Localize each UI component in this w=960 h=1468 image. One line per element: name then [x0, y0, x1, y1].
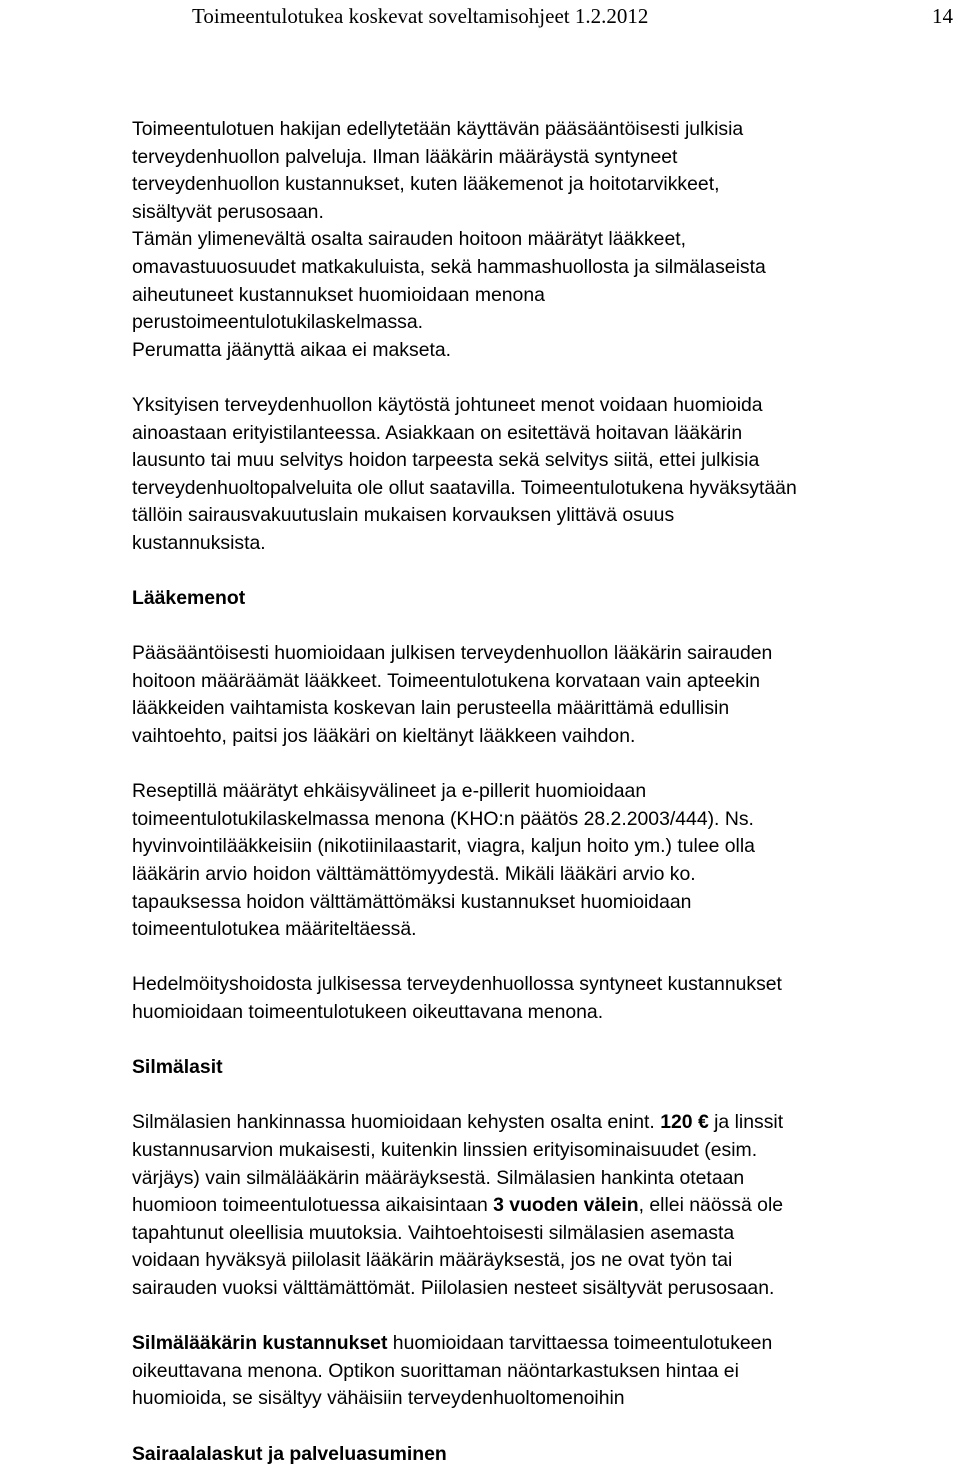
- text-line: vaihtoehto, paitsi jos lääkäri on kieltänyt lääkkeen vaihdon.: [132, 723, 932, 751]
- silmalasit-paragraph-1: [132, 1109, 932, 1302]
- text-line: aiheutuneet kustannukset huomioidaan menona: [132, 282, 932, 310]
- text-line: Pääsääntöisesti huomioidaan julkisen terveydenhuollon lääkärin sairauden: [132, 640, 932, 668]
- text-line: tällöin sairausvakuutuslain mukaisen korvauksen ylittävä osuus: [132, 502, 932, 530]
- text-line: toimeentulotukea määriteltäessä.: [132, 916, 932, 944]
- text-run: Silmälasien hankinnassa huomioidaan kehysten osalta enint.: [132, 1111, 660, 1133]
- laakemenot-paragraph-1: [132, 640, 932, 750]
- text-line: Hedelmöityshoidosta julkisessa terveydenhuollossa syntyneet kustannukset: [132, 971, 932, 999]
- text-run: ja linssit: [709, 1111, 783, 1133]
- text-line: omavastuuosuudet matkakuluista, sekä hammashuollosta ja silmälaseista: [132, 254, 932, 282]
- text-run: huomioidaan tarvittaessa toimeentulotukeen: [387, 1332, 772, 1354]
- text-line: lausunto tai muu selvitys hoidon tarpeesta sekä selvitys siitä, ettei julkisia: [132, 447, 932, 475]
- text-line: terveydenhuollon palveluja. Ilman lääkärin määräystä syntyneet: [132, 144, 932, 172]
- text-run: huomioon toimeentulotuessa aikaisintaan: [132, 1194, 493, 1216]
- page-number: 14: [932, 2, 953, 30]
- text-line: toimeentulotukilaskelmassa menona (KHO:n päätös 28.2.2003/444). Ns.: [132, 806, 932, 834]
- text-line: [132, 1330, 932, 1358]
- text-line: värjäys) vain silmälääkärin määräyksestä. Silmälasien hankinta otetaan: [132, 1165, 932, 1193]
- frame-amount: 120: [660, 1111, 692, 1133]
- text-run: , ellei näössä ole: [639, 1194, 783, 1216]
- silmalasit-paragraph-2: [132, 1330, 932, 1413]
- text-line: Perumatta jäänyttä aikaa ei makseta.: [132, 337, 932, 365]
- text-line: voidaan hyväksyä piilolasit lääkärin määräyksestä, jos ne ovat työn tai: [132, 1247, 932, 1275]
- section-heading-silmalasit: Silmälasit: [132, 1054, 932, 1082]
- text-line: lääkkeiden vaihtamista koskevan lain perusteella määrittämä edullisin: [132, 695, 932, 723]
- text-line: [132, 1109, 932, 1137]
- document-body: [132, 116, 932, 1468]
- intro-paragraph: [132, 116, 932, 364]
- text-line: kustannusarvion mukaisesti, kuitenkin linssien erityisominaisuudet (esim.: [132, 1137, 932, 1165]
- text-line: ainoastaan erityistilanteessa. Asiakkaan on esitettävä hoitavan lääkärin: [132, 420, 932, 448]
- text-line: perustoimeentulotukilaskelmassa.: [132, 309, 932, 337]
- text-line: Tämän ylimenevältä osalta sairauden hoitoon määrätyt lääkkeet,: [132, 226, 932, 254]
- text-line: oikeuttavana menona. Optikon suorittaman näöntarkastuksen hintaa ei: [132, 1358, 932, 1386]
- text-line: lääkärin arvio hoidon välttämättömyydestä. Mikäli lääkäri arvio ko.: [132, 861, 932, 889]
- page-header: [192, 2, 953, 30]
- text-line: hyvinvointilääkkeisiin (nikotiinilaastarit, viagra, kaljun hoito ym.) tulee olla: [132, 833, 932, 861]
- laakemenot-paragraph-3: [132, 971, 932, 1026]
- text-line: hoitoon määräämät lääkkeet. Toimeentulotukena korvataan vain apteekin: [132, 668, 932, 696]
- text-line: sairauden vuoksi välttämättömät. Piilolasien nesteet sisältyvät perusosaan.: [132, 1275, 932, 1303]
- text-line: tapauksessa hoidon välttämättömäksi kustannukset huomioidaan: [132, 889, 932, 917]
- section-heading-sairaalalaskut: Sairaalalaskut ja palveluasuminen: [132, 1441, 932, 1468]
- section-heading-laakemenot: Lääkemenot: [132, 585, 932, 613]
- text-line: sisältyvät perusosaan.: [132, 199, 932, 227]
- laakemenot-paragraph-2: [132, 778, 932, 944]
- text-line: kustannuksista.: [132, 530, 932, 558]
- text-line: huomioidaan toimeentulotukeen oikeuttavana menona.: [132, 999, 932, 1027]
- text-line: huomioida, se sisältyy vähäisiin terveydenhuoltomenoihin: [132, 1385, 932, 1413]
- interval-emphasis: 3 vuoden välein: [493, 1194, 638, 1216]
- text-line: Toimeentulotuen hakijan edellytetään käyttävän pääsääntöisesti julkisia: [132, 116, 932, 144]
- euro-symbol: €: [698, 1109, 709, 1137]
- private-care-paragraph: [132, 392, 932, 558]
- text-line: terveydenhuollon kustannukset, kuten lääkemenot ja hoitotarvikkeet,: [132, 171, 932, 199]
- document-title: Toimeentulotukea koskevat soveltamisohjeet 1.2.2012: [192, 2, 648, 30]
- ophthalmologist-costs-emphasis: Silmälääkärin kustannukset: [132, 1332, 387, 1354]
- text-line: [132, 1192, 932, 1220]
- text-line: Reseptillä määrätyt ehkäisyvälineet ja e-pillerit huomioidaan: [132, 778, 932, 806]
- text-line: terveydenhuoltopalveluita ole ollut saatavilla. Toimeentulotukena hyväksytään: [132, 475, 932, 503]
- text-line: Yksityisen terveydenhuollon käytöstä johtuneet menot voidaan huomioida: [132, 392, 932, 420]
- text-line: tapahtunut oleellisia muutoksia. Vaihtoehtoisesti silmälasien asemasta: [132, 1220, 932, 1248]
